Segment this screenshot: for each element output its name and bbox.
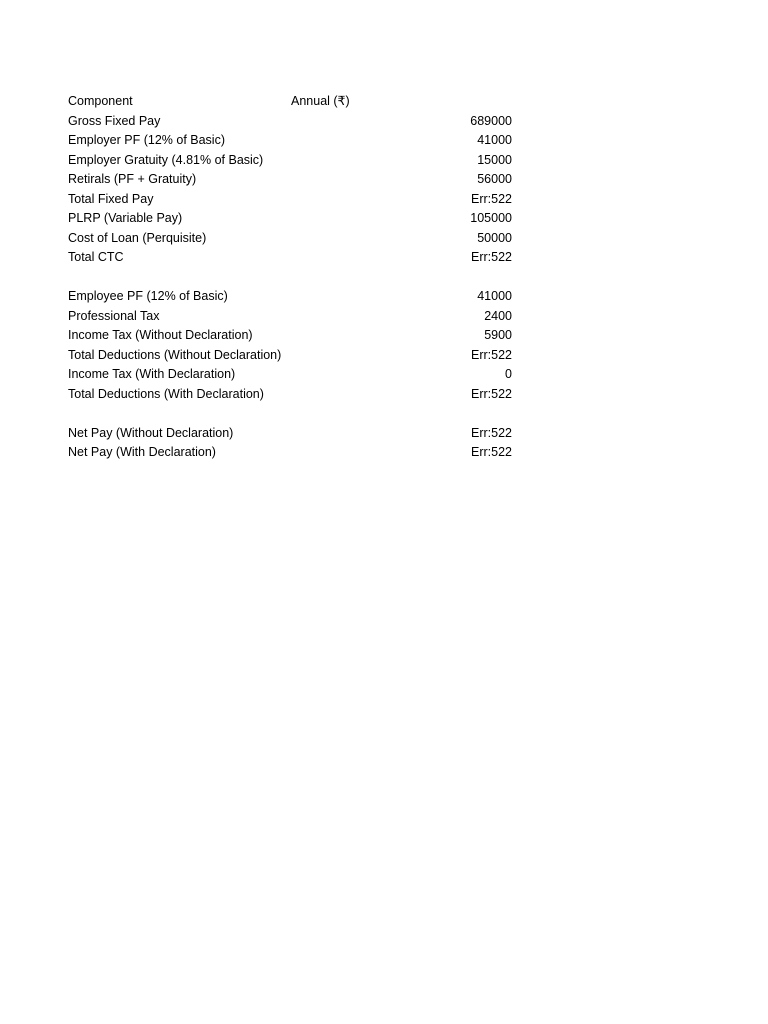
row-label: Employer PF (12% of Basic)	[68, 133, 225, 147]
table-row	[68, 229, 516, 249]
row-label: Employee PF (12% of Basic)	[68, 289, 228, 303]
row-value: Err:522	[471, 425, 512, 440]
row-label: Income Tax (Without Declaration)	[68, 328, 253, 342]
table-row	[68, 443, 516, 463]
row-label: Professional Tax	[68, 308, 160, 323]
row-value: 0	[505, 367, 512, 381]
table-row	[68, 170, 516, 190]
row-value: Err:522	[471, 445, 512, 459]
row-label: Total Deductions (With Declaration)	[68, 386, 264, 401]
row-value: 56000	[477, 172, 512, 186]
table-row	[68, 151, 516, 171]
row-value: 41000	[477, 289, 512, 303]
table-row	[68, 326, 516, 346]
table-row	[68, 131, 516, 151]
salary-breakdown-table	[68, 92, 516, 463]
row-value: Err:522	[471, 347, 512, 362]
spacer-row	[68, 268, 516, 288]
table-row	[68, 346, 516, 366]
row-value: 15000	[477, 152, 512, 167]
row-label: Employer Gratuity (4.81% of Basic)	[68, 152, 264, 167]
row-label: Total Fixed Pay	[68, 191, 154, 206]
row-value: 5900	[484, 328, 512, 342]
row-label: PLRP (Variable Pay)	[68, 211, 183, 225]
row-label: Income Tax (With Declaration)	[68, 367, 236, 381]
row-label: Total CTC	[68, 250, 124, 264]
table-row	[68, 248, 516, 268]
header-annual: Annual (₹)	[291, 94, 350, 108]
table-row	[68, 424, 516, 444]
row-value: Err:522	[471, 191, 512, 206]
row-label: Cost of Loan (Perquisite)	[68, 230, 207, 245]
row-value: 105000	[470, 211, 512, 225]
row-value: 50000	[477, 230, 512, 245]
header-component: Component	[68, 94, 133, 108]
table-row	[68, 365, 516, 385]
row-label: Gross Fixed Pay	[68, 113, 161, 128]
table-row	[68, 112, 516, 132]
table-header-row	[68, 92, 516, 112]
table-row	[68, 209, 516, 229]
row-label: Total Deductions (Without Declaration)	[68, 347, 282, 362]
row-value: 689000	[470, 113, 512, 128]
row-value: Err:522	[471, 250, 512, 264]
table-row	[68, 385, 516, 405]
row-value: Err:522	[471, 386, 512, 401]
table-row	[68, 307, 516, 327]
row-label: Retirals (PF + Gratuity)	[68, 172, 197, 186]
row-label: Net Pay (With Declaration)	[68, 445, 216, 459]
row-value: 41000	[477, 133, 512, 147]
table-row	[68, 190, 516, 210]
spacer-row	[68, 404, 516, 424]
table-row	[68, 287, 516, 307]
row-label: Net Pay (Without Declaration)	[68, 425, 234, 440]
row-value: 2400	[484, 308, 512, 323]
